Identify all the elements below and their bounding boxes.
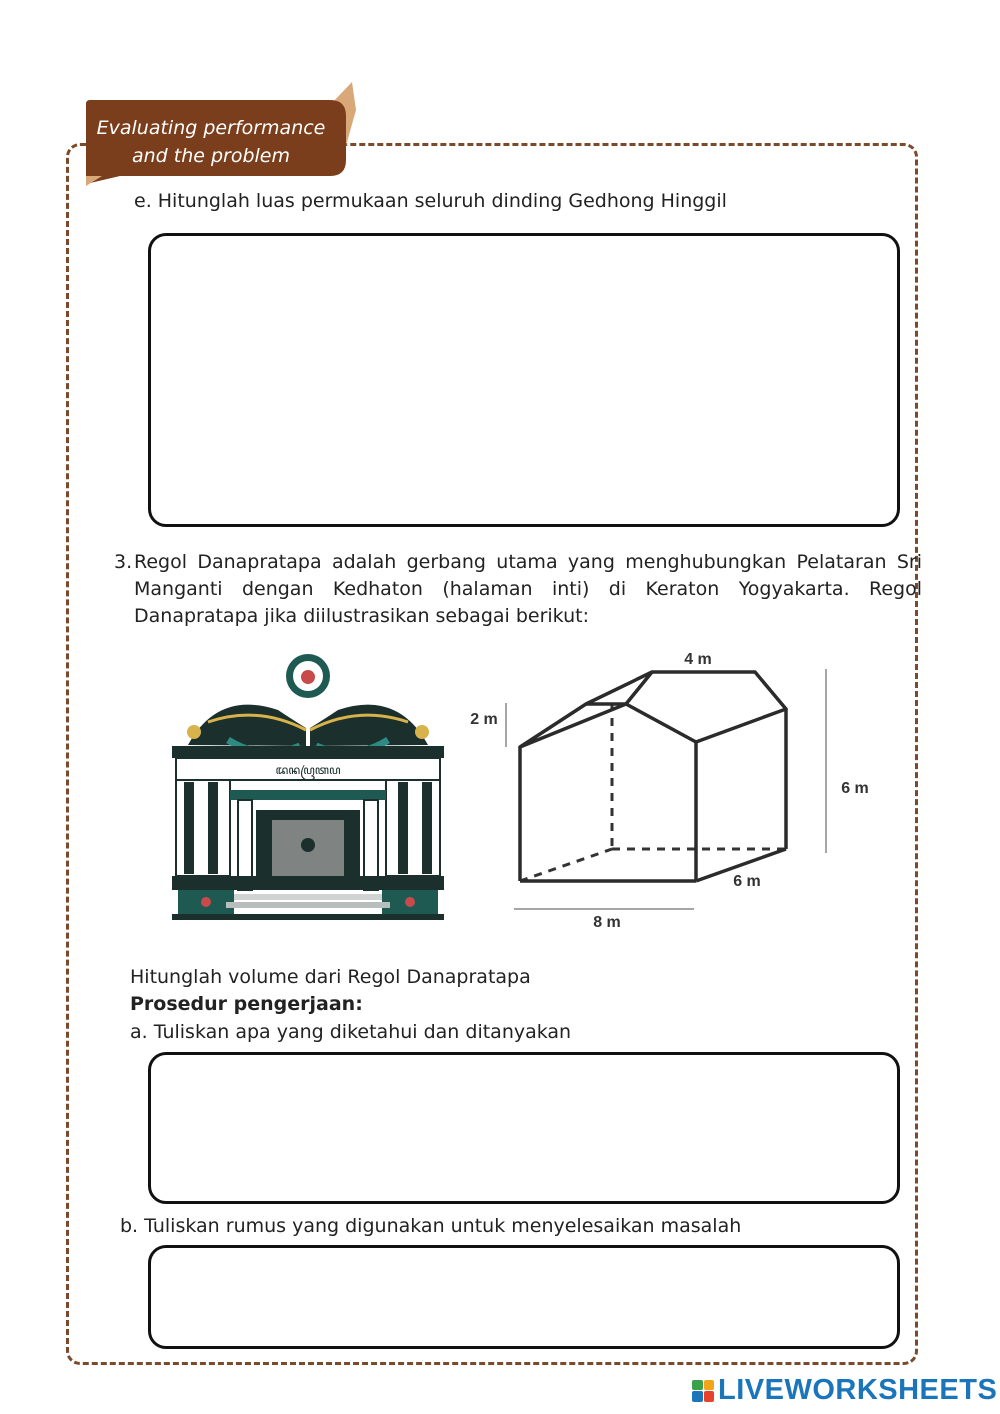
right-pillar-1 <box>398 782 408 874</box>
logo-mark-icon <box>692 1380 714 1402</box>
right-finial <box>415 725 429 739</box>
left-pillar-2 <box>208 782 218 874</box>
liveworksheets-logo[interactable] <box>692 1374 997 1407</box>
right-wing-ornament <box>310 705 428 746</box>
gate-inscription: ꦢꦤꦥꦿꦠꦥ <box>275 763 341 777</box>
right-pillar-2 <box>422 782 432 874</box>
label-depth-6m: 6 m <box>733 873 761 890</box>
base-band <box>172 876 444 890</box>
lamp <box>301 838 315 852</box>
answer-box-e[interactable] <box>148 233 900 527</box>
left-plinth-ornament <box>201 897 211 907</box>
question-e: e. Hitunglah luas permukaan seluruh dinding Gedhong Hinggil <box>134 190 727 212</box>
step-a-label: a. Tuliskan apa yang diketahui dan ditanyakan <box>130 1021 572 1043</box>
dimension-lines <box>506 669 826 909</box>
cornice <box>172 746 444 758</box>
regol-gate-illustration <box>168 650 448 922</box>
banner-title-line1: Evaluating performance <box>96 117 326 139</box>
step-1 <box>234 894 382 900</box>
problem-3 <box>114 549 922 630</box>
right-plinth-ornament <box>405 897 415 907</box>
left-wing-ornament <box>188 705 306 746</box>
answer-box-a[interactable] <box>148 1052 900 1204</box>
banner-tail <box>86 176 102 186</box>
step-b-label: b. Tuliskan rumus yang digunakan untuk menyelesaikan masalah <box>120 1215 742 1237</box>
hidden-depth-edge <box>520 849 612 881</box>
prism-diagram <box>462 645 882 935</box>
left-finial <box>187 725 201 739</box>
ground-line <box>172 914 444 920</box>
banner-title-line2: and the problem <box>131 145 291 167</box>
problem-3-text: Regol Danapratapa adalah gerbang utama yang menghubungkan Pelataran Sri Manganti dengan Kedhaton (halaman inti) di Keraton Yogyakarta. Regol Danapratapa jika diilustrasikan sebagai berikut: <box>134 551 922 627</box>
visible-edges <box>520 672 786 881</box>
answer-box-b[interactable] <box>148 1245 900 1349</box>
procedure-title: Prosedur pengerjaan: <box>130 993 363 1015</box>
step-2 <box>226 902 390 908</box>
label-roof-2m: 2 m <box>470 711 498 728</box>
medallion-emblem <box>301 670 315 684</box>
banner-title <box>86 114 336 170</box>
logo-text: LIVEWORKSHEETS <box>718 1374 998 1406</box>
label-height-6m: 6 m <box>841 780 869 797</box>
problem-number: 3. <box>114 551 133 573</box>
volume-instruction: Hitunglah volume dari Regol Danapratapa <box>130 966 531 988</box>
roof-outline <box>520 672 786 747</box>
label-top-4m: 4 m <box>684 651 712 668</box>
left-pillar-1 <box>184 782 194 874</box>
gateway-lintel <box>230 790 386 800</box>
label-width-8m: 8 m <box>593 914 621 931</box>
